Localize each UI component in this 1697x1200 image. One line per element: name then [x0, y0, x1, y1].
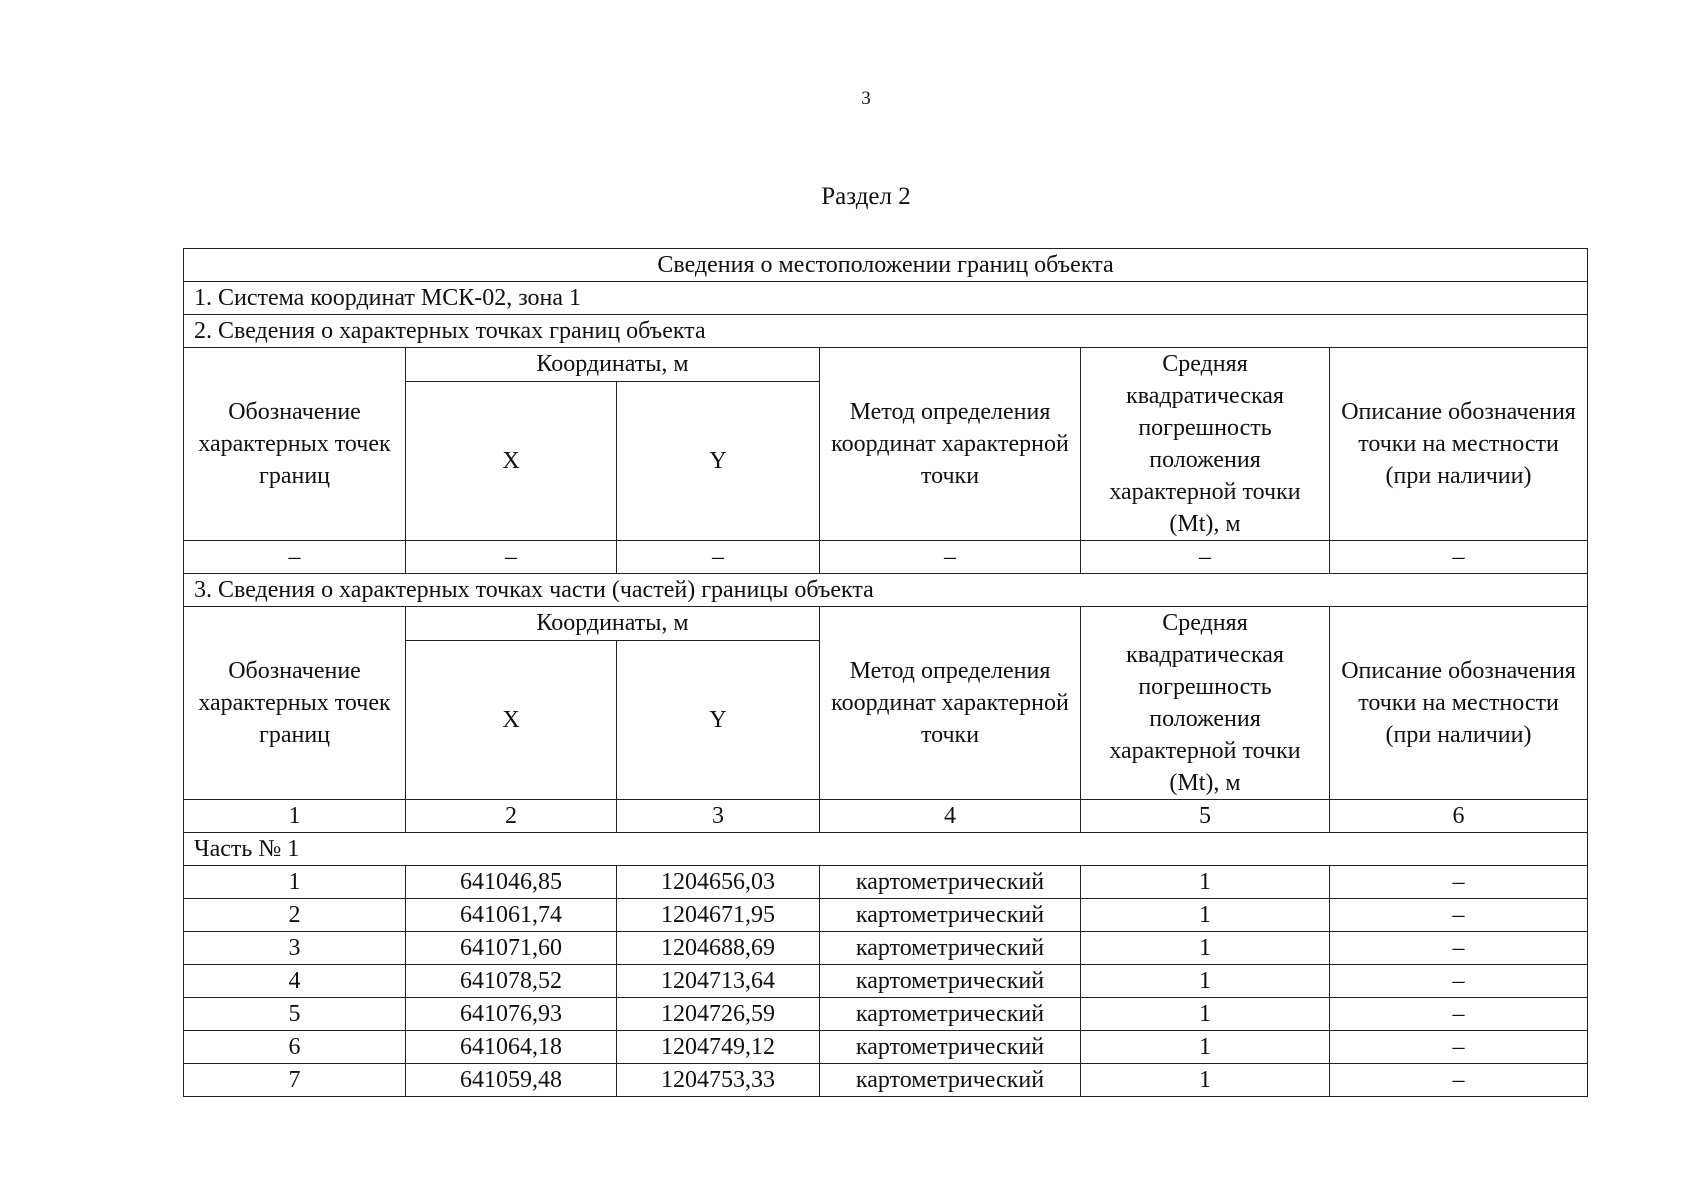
- cell-description: –: [1330, 899, 1588, 932]
- coord-system-row: 1. Система координат МСК-02, зона 1: [184, 282, 1588, 315]
- cell-y: 1204656,03: [617, 866, 820, 899]
- header-coordinates: Координаты, м: [406, 607, 820, 641]
- cell-point-number: 3: [184, 932, 406, 965]
- column-number: 5: [1081, 800, 1330, 833]
- header-description: Описание обозначения точки на местности (при наличии): [1330, 348, 1588, 541]
- header-x: X: [406, 381, 617, 540]
- cell-x: 641061,74: [406, 899, 617, 932]
- column-number: 2: [406, 800, 617, 833]
- section3-title: 3. Сведения о характерных точках части (частей) границы объекта: [184, 574, 1588, 607]
- cell-y: 1204713,64: [617, 965, 820, 998]
- cell-y: 1204749,12: [617, 1031, 820, 1064]
- column-number: 3: [617, 800, 820, 833]
- header-method: Метод определения координат характерной точки: [820, 607, 1081, 800]
- cell-y: 1204753,33: [617, 1064, 820, 1097]
- cell-description: –: [1330, 965, 1588, 998]
- cell-error: 1: [1081, 866, 1330, 899]
- cell-method: картометрический: [820, 998, 1081, 1031]
- header-error: Средняя квадратическая погрешность положения характерной точки (Mt), м: [1081, 348, 1330, 541]
- cell-method: картометрический: [820, 932, 1081, 965]
- cell-x: 641046,85: [406, 866, 617, 899]
- cell-x: 641076,93: [406, 998, 617, 1031]
- cell-y: 1204726,59: [617, 998, 820, 1031]
- cell-method: картометрический: [820, 965, 1081, 998]
- cell-point-number: 5: [184, 998, 406, 1031]
- cell-point-number: 1: [184, 866, 406, 899]
- part-label: Часть № 1: [184, 833, 1588, 866]
- column-numbers-row: [184, 800, 1588, 833]
- header-description: Описание обозначения точки на местности (при наличии): [1330, 607, 1588, 800]
- cell-dash: –: [1081, 541, 1330, 574]
- cell-point-number: 7: [184, 1064, 406, 1097]
- cell-x: 641059,48: [406, 1064, 617, 1097]
- cell-error: 1: [1081, 1031, 1330, 1064]
- table-row: [184, 866, 1588, 899]
- cell-error: 1: [1081, 899, 1330, 932]
- header-coordinates: Координаты, м: [406, 348, 820, 382]
- header-point-designation: Обозначение характерных точек границ: [184, 348, 406, 541]
- boundary-table: [183, 248, 1588, 1097]
- cell-description: –: [1330, 866, 1588, 899]
- cell-dash: –: [1330, 541, 1588, 574]
- table-row: [184, 998, 1588, 1031]
- cell-description: –: [1330, 998, 1588, 1031]
- table-row: [184, 541, 1588, 574]
- cell-point-number: 2: [184, 899, 406, 932]
- cell-x: 641071,60: [406, 932, 617, 965]
- column-number: 6: [1330, 800, 1588, 833]
- table-row: [184, 965, 1588, 998]
- cell-y: 1204671,95: [617, 899, 820, 932]
- cell-error: 1: [1081, 965, 1330, 998]
- header-y: Y: [617, 381, 820, 540]
- table-row: [184, 899, 1588, 932]
- section-title: Раздел 2: [821, 183, 911, 210]
- cell-description: –: [1330, 1064, 1588, 1097]
- header-y: Y: [617, 640, 820, 799]
- header-point-designation: Обозначение характерных точек границ: [184, 607, 406, 800]
- header-x: X: [406, 640, 617, 799]
- table-row: [184, 1031, 1588, 1064]
- cell-error: 1: [1081, 932, 1330, 965]
- cell-error: 1: [1081, 998, 1330, 1031]
- cell-x: 641078,52: [406, 965, 617, 998]
- header-method: Метод определения координат характерной точки: [820, 348, 1081, 541]
- cell-method: картометрический: [820, 1064, 1081, 1097]
- table-row: [184, 1064, 1588, 1097]
- header-error: Средняя квадратическая погрешность положения характерной точки (Mt), м: [1081, 607, 1330, 800]
- cell-y: 1204688,69: [617, 932, 820, 965]
- cell-dash: –: [820, 541, 1081, 574]
- cell-method: картометрический: [820, 866, 1081, 899]
- cell-point-number: 4: [184, 965, 406, 998]
- page-number: 3: [861, 88, 871, 109]
- cell-method: картометрический: [820, 1031, 1081, 1064]
- cell-dash: –: [617, 541, 820, 574]
- cell-x: 641064,18: [406, 1031, 617, 1064]
- cell-point-number: 6: [184, 1031, 406, 1064]
- cell-error: 1: [1081, 1064, 1330, 1097]
- column-number: 4: [820, 800, 1081, 833]
- section2-title: 2. Сведения о характерных точках границ объекта: [184, 315, 1588, 348]
- cell-description: –: [1330, 932, 1588, 965]
- cell-dash: –: [406, 541, 617, 574]
- column-number: 1: [184, 800, 406, 833]
- cell-description: –: [1330, 1031, 1588, 1064]
- cell-dash: –: [184, 541, 406, 574]
- table-title: Сведения о местоположении границ объекта: [184, 249, 1588, 282]
- data-rows: [184, 866, 1588, 1097]
- cell-method: картометрический: [820, 899, 1081, 932]
- table-row: [184, 932, 1588, 965]
